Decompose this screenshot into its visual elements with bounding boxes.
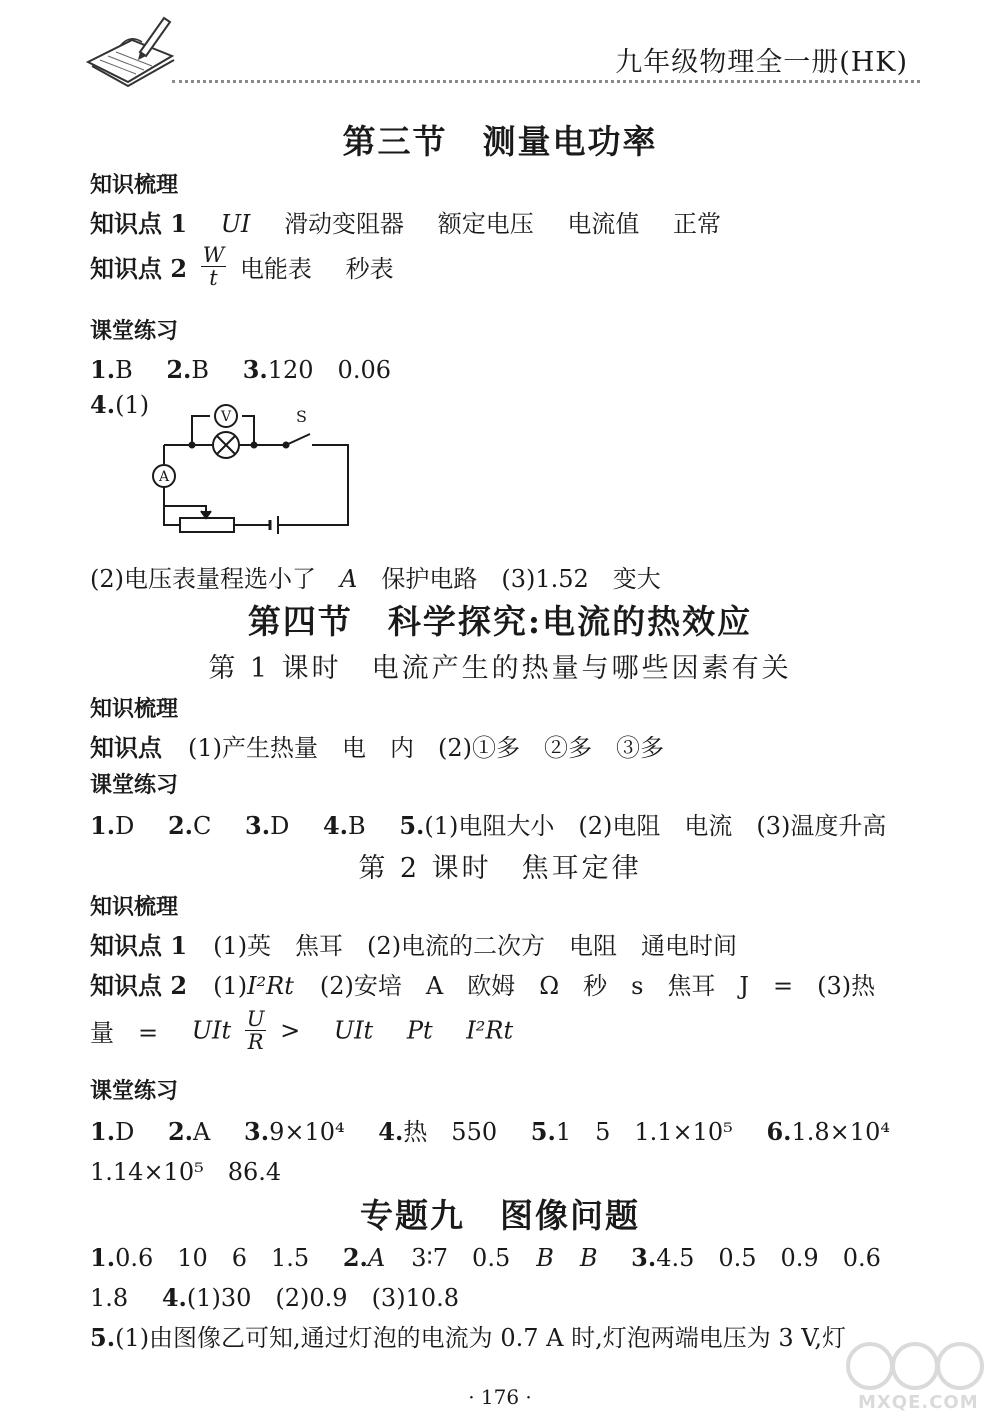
kp1-answer-5: 正常 <box>672 210 721 238</box>
t9-q4-answer: (1)30 (2)0.9 (3)10.8 <box>186 1284 460 1312</box>
q2-num: 2. <box>166 355 192 384</box>
t9-q5-text: (1)由图像乙可知,通过灯泡的电流为 0.7 A 时,灯泡两端电压为 3 V,灯 <box>115 1324 846 1352</box>
l1-practice-line <box>90 806 886 841</box>
switch-label: S <box>296 407 307 426</box>
l2-q1-answer: D <box>115 1118 135 1146</box>
section4-title: 第四节 科学探究:电流的热效应 <box>247 602 753 641</box>
t9-q2-answer-B1: B <box>536 1244 554 1272</box>
wire-voltmeter-left <box>192 416 210 445</box>
l2-q2-answer: A <box>193 1118 211 1146</box>
q4-sub: (1) <box>115 391 150 419</box>
l2-practice-line1 <box>90 1112 890 1147</box>
sec3-practice-heading: 课堂练习 <box>90 318 179 344</box>
sec3-zhishi-heading: 知识梳理 <box>90 172 179 198</box>
l2-kp2-line <box>90 966 875 1001</box>
l1-practice-heading: 课堂练习 <box>90 772 179 798</box>
l1-q5-num: 5. <box>399 811 425 840</box>
wire-voltmeter-right <box>242 416 254 445</box>
l2-kp2-label: 知识点 2 <box>90 971 188 1000</box>
t9-q2-answer-B2: B <box>579 1244 598 1272</box>
l2-q4-num: 4. <box>378 1117 404 1146</box>
kp2-answer-2: 秒表 <box>345 255 394 283</box>
ammeter-label: A <box>158 469 170 485</box>
l2-kp2-fraction-den: R <box>247 1030 264 1054</box>
l2-q2-num: 2. <box>167 1117 194 1146</box>
l1-q4-num: 4. <box>322 811 349 840</box>
voltmeter-label: V <box>220 409 232 425</box>
l2-q3-answer: 9×10⁴ <box>269 1118 345 1146</box>
t9-q4-num: 4. <box>161 1283 187 1312</box>
topic9-line1 <box>90 1238 881 1273</box>
t9-q3-answer-cont: 1.8 <box>90 1284 129 1312</box>
l2-kp2-formula-i2rt: I²Rt <box>247 972 294 1000</box>
header-divider <box>172 80 920 83</box>
section3-title: 第三节 测量电功率 <box>342 122 658 161</box>
kp2-label: 知识点 2 <box>90 254 188 283</box>
l2-kp2-formula-uit-1: UIt <box>191 1016 232 1045</box>
topic9-line2 <box>90 1278 459 1313</box>
t9-q3-num: 3. <box>631 1243 657 1272</box>
q4-answer-rest: 保护电路 (3)1.52 变大 <box>357 565 661 593</box>
circuit-diagram <box>150 390 360 540</box>
q1-answer: B <box>115 356 133 384</box>
l2-kp2-line2-a: 量 = <box>90 1019 159 1047</box>
l2-kp2-formula-uit-2: UIt <box>333 1016 374 1045</box>
kp1-answer-3: 额定电压 <box>437 210 534 238</box>
l2-kp1-line <box>90 926 737 961</box>
topic9-line3 <box>90 1318 846 1353</box>
kp2-fraction-num: W <box>202 243 225 267</box>
l2-q3-num: 3. <box>244 1117 270 1146</box>
l1-kp-text: (1)产生热量 电 内 (2)①多 ②多 ③多 <box>188 734 664 762</box>
kp1-answer-4: 电流值 <box>567 210 640 238</box>
sec3-kp1-line <box>90 204 721 239</box>
kp2-fraction-den: t <box>209 266 218 290</box>
watermark <box>840 1340 990 1415</box>
kp2-answer-1: 电能表 <box>239 255 312 283</box>
l2-practice-heading: 课堂练习 <box>90 1078 179 1104</box>
l2-kp2-text-b: (2)安培 A 欧姆 Ω 秒 s 焦耳 J = (3)热 <box>319 972 876 1000</box>
l2-kp1-text: (1)英 焦耳 (2)电流的二次方 电阻 通电时间 <box>213 932 738 960</box>
l2-zhishi-heading: 知识梳理 <box>90 894 179 920</box>
l2-q5-num: 5. <box>530 1117 556 1146</box>
l1-zhishi-heading: 知识梳理 <box>90 696 179 722</box>
l1-q2-num: 2. <box>167 811 194 840</box>
topic9-title: 专题九 图像问题 <box>360 1196 640 1235</box>
l2-q5-answer: 1 5 1.1×10⁵ <box>555 1118 733 1146</box>
q3-num: 3. <box>242 355 268 384</box>
l1-q3-num: 3. <box>245 811 271 840</box>
rheostat-icon <box>180 518 234 532</box>
t9-q3-answer: 4.5 0.5 0.9 0.6 <box>656 1244 881 1272</box>
sec3-practice-line1 <box>90 350 391 385</box>
q4-answer-a: (2)电压表量程选小了 <box>90 565 340 593</box>
l1-q3-answer: D <box>270 812 290 840</box>
watermark-text: MXQE.COM <box>858 1392 979 1413</box>
q3-answer: 120 0.06 <box>267 356 391 384</box>
l1-kp-line <box>90 728 664 763</box>
kp1-label: 知识点 1 <box>90 209 188 238</box>
lesson2-title: 第 2 课时 焦耳定律 <box>358 853 642 884</box>
l2-q6-num: 6. <box>766 1117 792 1146</box>
q4-num: 4. <box>90 390 116 419</box>
l1-q1-num: 1. <box>90 811 116 840</box>
kp1-answer-2: 滑动变阻器 <box>284 210 405 238</box>
rheostat-slider-wire <box>164 497 206 516</box>
t9-q5-num: 5. <box>90 1323 116 1352</box>
sec3-q4-line <box>90 390 149 419</box>
q4-answer-A: A <box>340 565 358 593</box>
t9-q2-answer-A: A <box>367 1244 386 1272</box>
rheostat-slider-arrow <box>201 511 211 518</box>
l2-kp2-line2 <box>90 1008 513 1053</box>
kp1-answer-1: UI <box>220 210 251 238</box>
l1-q1-answer: D <box>115 812 135 840</box>
l2-q6-answer: 1.8×10⁴ <box>791 1118 890 1146</box>
l1-q4-answer: B <box>348 812 366 840</box>
l2-kp2-fraction <box>245 1008 267 1053</box>
l2-kp2-formula-i2rt-2: I²Rt <box>466 1016 514 1045</box>
page-number: · 176 · <box>468 1385 532 1409</box>
l1-q2-answer: C <box>193 812 212 840</box>
t9-q1-answer: 0.6 10 6 1.5 <box>115 1244 310 1272</box>
l2-kp2-fraction-num: U <box>246 1007 265 1031</box>
sec3-q4-line2 <box>90 559 661 594</box>
watermark-logo-icon <box>840 1340 990 1395</box>
l1-q5-answer: (1)电阻大小 (2)电阻 电流 (3)温度升高 <box>424 812 887 840</box>
q1-num: 1. <box>90 355 116 384</box>
l2-kp1-label: 知识点 1 <box>90 931 188 960</box>
switch-icon <box>286 434 310 445</box>
t9-q2-num: 2. <box>342 1243 368 1272</box>
l2-kp2-formula-pt: Pt <box>406 1016 433 1045</box>
t9-q1-num: 1. <box>90 1243 116 1272</box>
wire-right <box>278 445 348 525</box>
kp2-fraction <box>201 244 227 289</box>
l2-q1-num: 1. <box>90 1117 116 1146</box>
lesson1-title: 第 1 课时 电流产生的热量与哪些因素有关 <box>208 653 792 684</box>
t9-q2-answer: 3∶7 0.5 <box>411 1244 511 1272</box>
pencil-notebook-logo <box>80 12 180 90</box>
l1-kp-label: 知识点 <box>90 733 162 762</box>
sec3-kp2-line <box>90 244 394 289</box>
l2-q4-answer: 热 550 <box>403 1118 498 1146</box>
l2-kp2-gt: > <box>280 1016 301 1045</box>
header-title: 九年级物理全一册(HK) <box>615 47 908 78</box>
l2-practice-line2: 1.14×10⁵ 86.4 <box>90 1158 282 1186</box>
q2-answer: B <box>191 356 210 384</box>
l2-kp2-text-a: (1) <box>213 972 248 1000</box>
